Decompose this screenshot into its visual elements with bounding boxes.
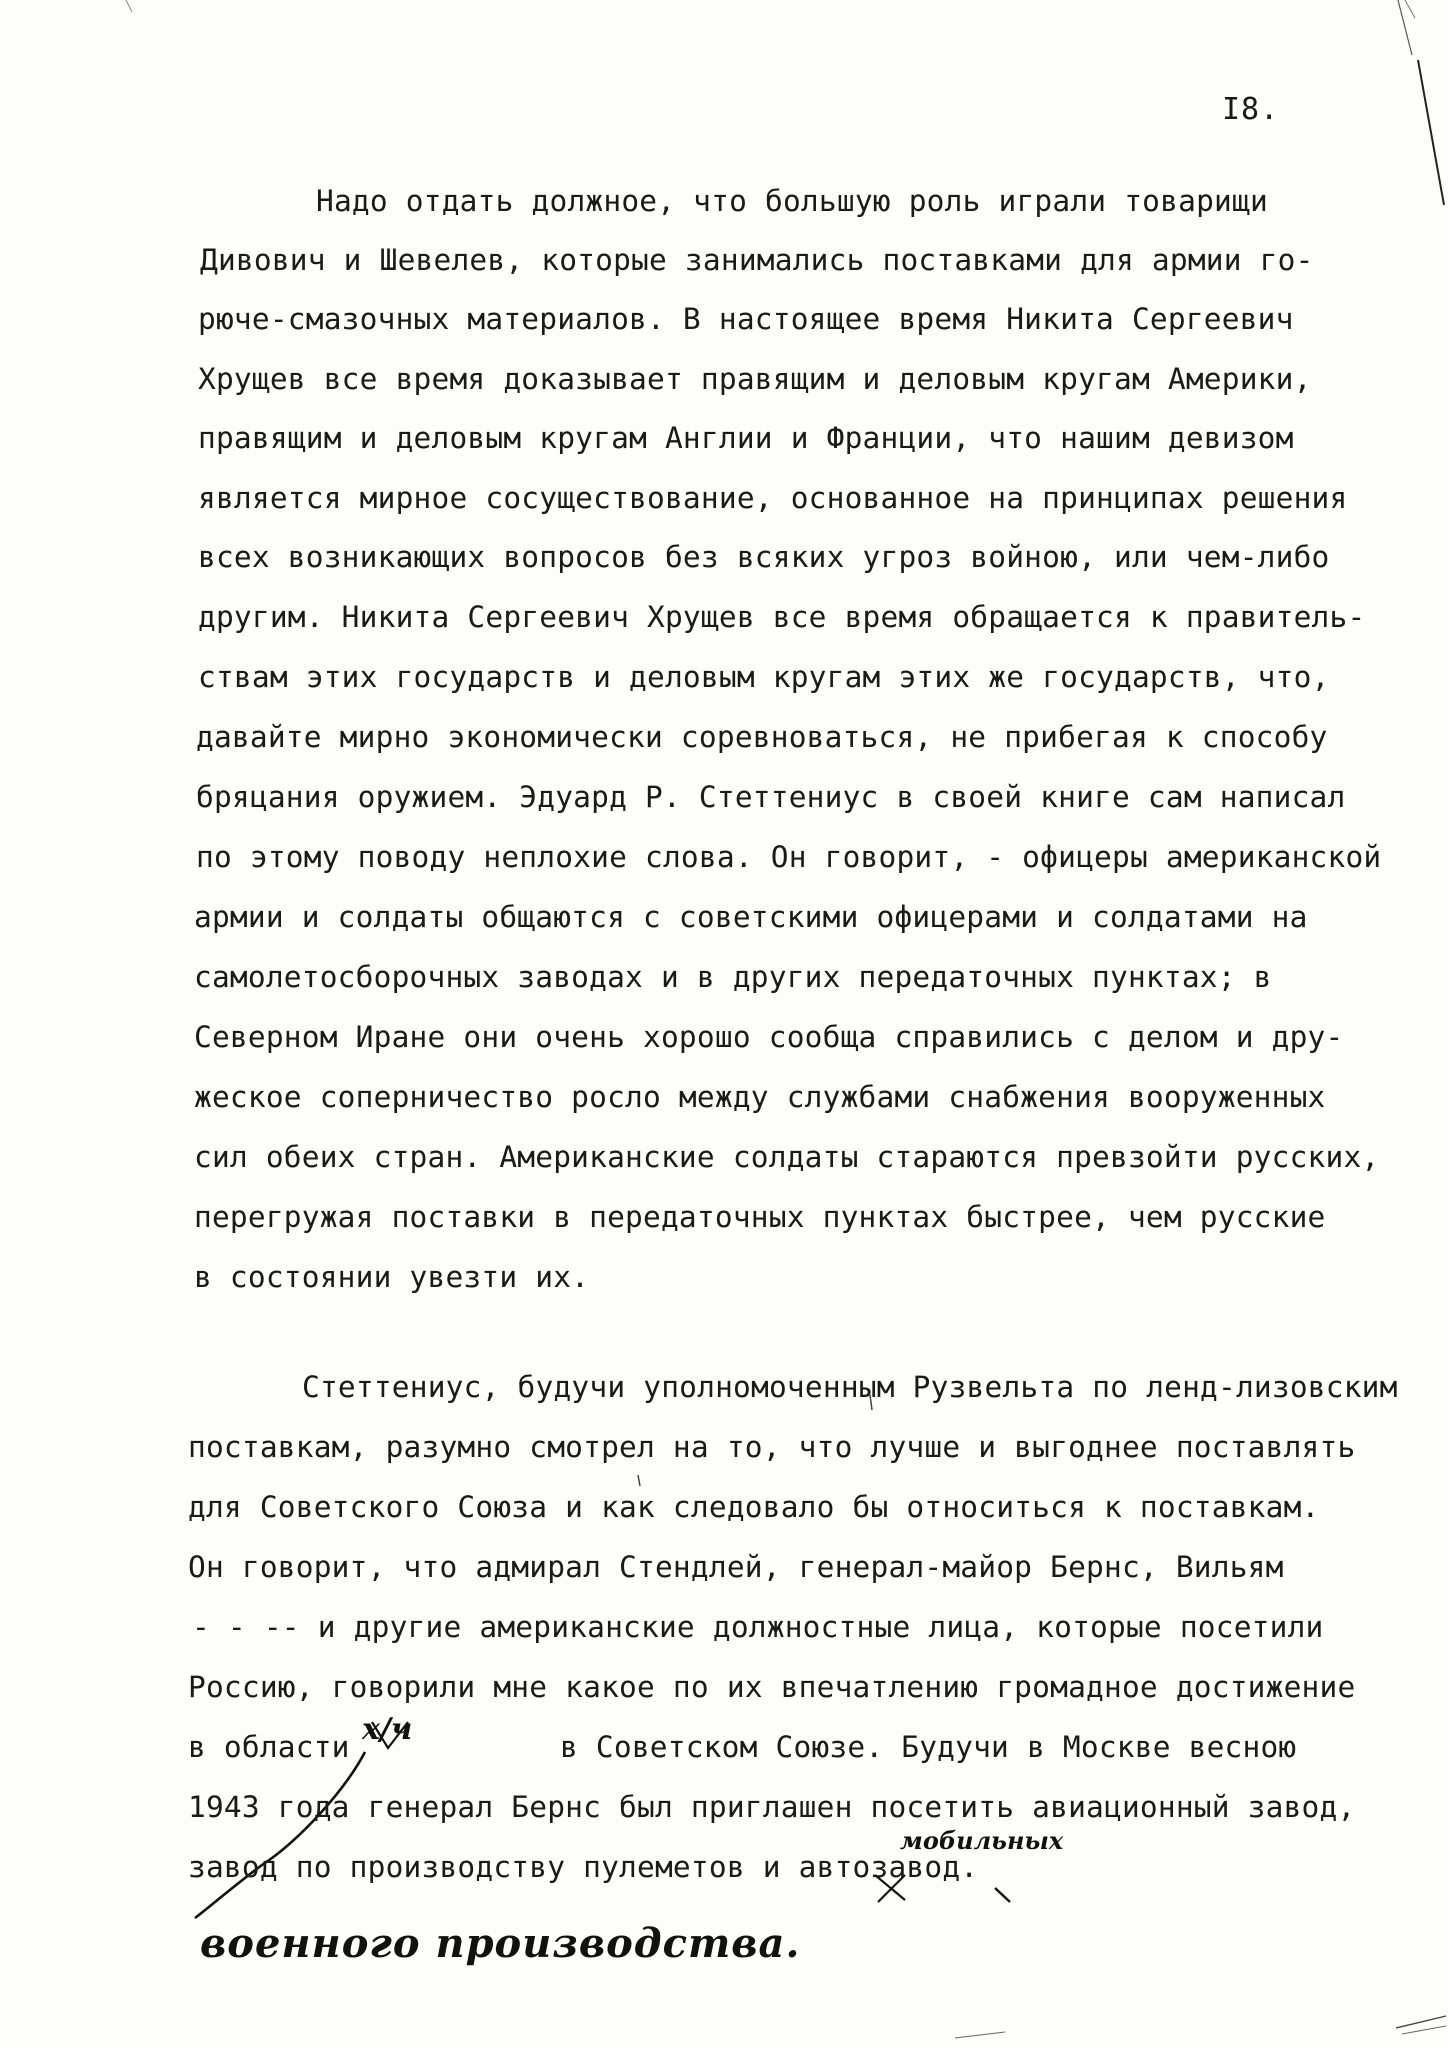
text-line: Россию, говорили мне какое по их впечатлению громадное достижение <box>188 1670 1356 1704</box>
text-line: перегружая поставки в передаточных пунктах быстрее, чем русские <box>194 1200 1326 1234</box>
text-line: является мирное сосуществование, основанное на принципах решения <box>198 481 1348 515</box>
page-number: I8. <box>1222 92 1280 127</box>
text-line: самолетосборочных заводах и в других передаточных пунктах; в <box>194 960 1272 994</box>
handwritten-insertion: мобильных <box>900 1826 1064 1855</box>
text-line: жеское соперничество росло между службами снабжения вооруженных <box>194 1080 1326 1114</box>
text-line: завод по производству пулеметов и автозавод. <box>188 1850 979 1884</box>
text-line: другим. Никита Сергеевич Хрущев все время обращается к правитель- <box>198 600 1366 634</box>
scan-corner-mark <box>1402 2026 1446 2034</box>
stray-tick <box>638 1475 640 1486</box>
text-line: правящим и деловым кругам Англии и Франции, что нашим девизом <box>198 421 1294 455</box>
text-line: - - -- и другие американские должностные лица, которые посетили <box>192 1610 1324 1644</box>
correction-mark <box>995 1888 1010 1902</box>
handwritten-insert-mark: х/ч <box>362 1712 413 1747</box>
text-line: Надо отдать должное, что большую роль играли товарищи <box>316 184 1268 218</box>
text-line: ствам этих государств и деловым кругам этих же государств, что, <box>198 660 1330 694</box>
text-line: Дивович и Шевелев, которые занимались поставками для армии го- <box>200 243 1314 277</box>
text-line: Он говорит, что адмирал Стендлей, генерал-майор Бернс, Вильям <box>188 1550 1284 1584</box>
scan-edge-line <box>1418 60 1444 205</box>
text-line: поставкам, разумно смотрел на то, что лучше и выгоднее поставлять <box>188 1430 1356 1464</box>
text-line: рюче-смазочных материалов. В настоящее время Никита Сергеевич <box>198 302 1294 336</box>
text-line: в состоянии увезти их. <box>194 1260 590 1294</box>
scan-edge-mark <box>126 0 132 12</box>
text-line: 1943 года генерал Бернс был приглашен посетить авиационный завод, <box>188 1790 1356 1824</box>
text-line: для Советского Союза и как следовало бы относиться к поставкам. <box>188 1490 1320 1524</box>
scan-corner-mark <box>1396 2016 1446 2028</box>
text-line: давайте мирно экономически соревноваться, не прибегая к способу <box>196 720 1328 754</box>
text-line: Стеттениус, будучи уполномоченным Рузвельта по ленд-лизовским <box>302 1370 1398 1404</box>
text-line: армии и солдаты общаются с советскими офицерами и солдатами на <box>194 900 1308 934</box>
text-line: Хрущев все время доказывает правящим и деловым кругам Америки, <box>198 362 1312 396</box>
text-line: в Советском Союзе. Будучи в Москве весною <box>560 1730 1297 1764</box>
text-line: бряцания оружием. Эдуард Р. Стеттениус в своей книге сам написал <box>196 780 1346 814</box>
text-line: всех возникающих вопросов без всяких угроз войною, или чем-либо <box>198 540 1330 574</box>
scan-edge-mark <box>1405 0 1415 18</box>
text-line: Северном Иране они очень хорошо сообща справились с делом и дру- <box>194 1020 1344 1054</box>
handwritten-bottom-line: военного производства. <box>200 1920 801 1967</box>
scan-corner-mark <box>955 2032 1005 2038</box>
insertion-stroke <box>195 1752 365 1918</box>
text-line: в области <box>188 1730 350 1764</box>
text-line: сил обеих стран. Американские солдаты стараются превзойти русских, <box>194 1140 1380 1174</box>
text-line: по этому поводу неплохие слова. Он говорит, - офицеры американской <box>196 840 1382 874</box>
